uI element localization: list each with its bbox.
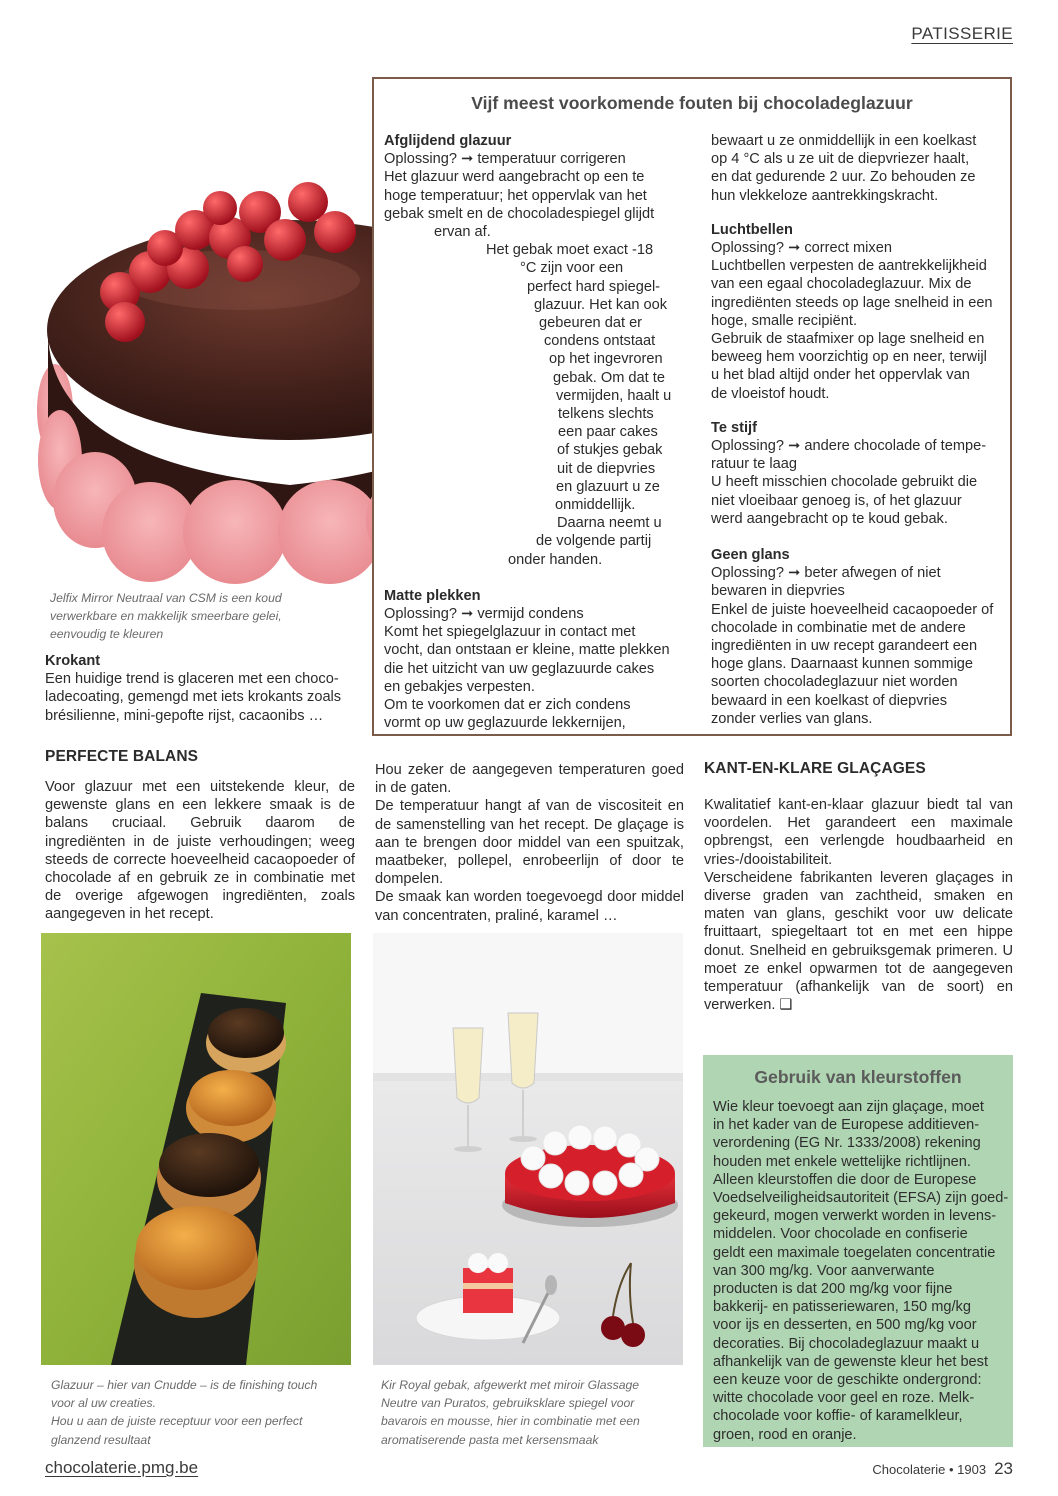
colorants-line: gekeurd, mogen verwerkt worden in levens- <box>713 1208 997 1225</box>
luchtbellen-line: de vloeistof houdt. <box>711 385 830 402</box>
afglijdend-line: onmiddellijk. <box>555 497 636 514</box>
te-stijf-heading: Te stijf <box>711 419 757 436</box>
geen-glans-line: hoge glans. Daarnaast kunnen sommige <box>711 656 974 673</box>
matte-heading: Matte plekken <box>384 587 481 604</box>
colorants-line: verordening (EG Nr. 1333/2008) rekening <box>713 1135 981 1152</box>
intro-line: op 4 °C als u ze uit de diepvriezer haalt, <box>711 151 970 168</box>
colorants-box <box>703 1055 1013 1447</box>
afglijdend-line: Het gebak moet exact -18 <box>486 242 654 259</box>
matte-line: Komt het spiegelglazuur in contact met <box>384 624 636 641</box>
luchtbellen-line: beweeg hem voorzichtig op en neer, terwijl <box>711 349 987 366</box>
afglijdend-line: perfect hard spiegel- <box>527 278 661 295</box>
geen-glans-solution: bewaren in diepvries <box>711 583 845 600</box>
afglijdend-line: of stukjes gebak <box>557 442 663 459</box>
colorants-line: van 300 mg/kg. Voor aanverwante <box>713 1262 935 1279</box>
geen-glans-line: soorten chocoladeglazuur niet worden <box>711 674 958 691</box>
krokant-line: brésilienne, mini-gepofte rijst, cacaonibs … <box>45 707 324 724</box>
afglijdend-line: Daarna neemt u <box>557 515 662 532</box>
te-stijf-line: U heeft misschien chocolade gebruikt die <box>711 474 978 491</box>
luchtbellen-solution: Oplossing? ➞ correct mixen <box>711 240 892 257</box>
kir-royal-image <box>373 933 683 1365</box>
page-number: 23 <box>994 1459 1013 1478</box>
intro-line: en dat gedurende 2 uur. Zo behouden ze <box>711 169 976 186</box>
kant-title: KANT-EN-KLARE GLAÇAGES <box>704 760 926 777</box>
colorants-line: middelen. Voor chocolade en confiserie <box>713 1226 968 1243</box>
matte-line: en gebakjes verpesten. <box>384 678 535 695</box>
afglijdend-line: °C zijn voor een <box>520 260 624 277</box>
matte-line: die het uitzicht van uw geglazuurde cakes <box>384 660 655 677</box>
colorants-line: houden met enkele wettelijke richtlijnen. <box>713 1153 971 1170</box>
matte-line: vormt op uw geglazuurde lekkernijen, <box>384 715 626 732</box>
caption-line: glanzend resultaat <box>51 1432 151 1447</box>
colorants-line: Voedselveiligheidsautoriteit (EFSA) zijn goed- <box>713 1190 1009 1207</box>
afglijdend-line: op het ingevroren <box>549 351 663 368</box>
matte-line: vocht, dan ontstaan er kleine, matte plekken <box>384 642 670 659</box>
te-stijf-solution: ratuur te laag <box>711 456 797 473</box>
afglijdend-line: en glazuurt u ze <box>556 478 660 495</box>
intro-line: bewaart u ze onmiddellijk in een koelkast <box>711 133 977 149</box>
colorants-title: Gebruik van kleurstoffen <box>754 1067 962 1087</box>
afglijdend-line: gebak. Om dat te <box>553 369 665 386</box>
box-left-column <box>384 132 684 733</box>
luchtbellen-line: van een egaal chocoladeglazuur. Mix de <box>711 276 972 293</box>
luchtbellen-line: hoge, smalle recipiënt. <box>711 312 858 329</box>
afglijdend-line: vermijden, haalt u <box>556 387 672 404</box>
caption-line: Neutre van Puratos, gebruiksklare spiegel voor <box>381 1396 635 1411</box>
colorants-line: geldt een maximale toegelaten concentratie <box>713 1244 996 1261</box>
colorants-line: groen, rood en oranje. <box>713 1426 857 1443</box>
krokant-line: Een huidige trend is glaceren met een choco- <box>45 671 339 688</box>
afglijdend-line: Het glazuur werd aangebracht op een te <box>384 169 645 186</box>
kant-text <box>704 796 1013 1014</box>
colorants-line: producten is dat 200 mg/kg voor fijne <box>713 1281 953 1298</box>
caption-line: aromatiserende pasta met kersensmaak <box>381 1432 599 1447</box>
kir-caption <box>381 1376 681 1449</box>
colorants-line: voor ijs en desserten, en 500 mg/kg voor <box>713 1317 977 1334</box>
geen-glans-solution: Oplossing? ➞ beter afwegen of niet <box>711 565 941 582</box>
afglijdend-line: gebak smelt en de chocoladespiegel glijdt <box>384 205 655 222</box>
afglijdend-line: telkens slechts <box>558 406 654 423</box>
matte-solution: Oplossing? ➞ vermijd condens <box>384 606 584 623</box>
afglijdend-line: een paar cakes <box>558 424 658 441</box>
luchtbellen-line: Luchtbellen verpesten de aantrekkelijkheid <box>711 258 987 275</box>
geen-glans-line: Enkel de juiste hoeveelheid cacaopoeder of <box>711 601 994 618</box>
caption-line: Glazuur – hier van Cnudde – is de finishing touch <box>51 1378 318 1392</box>
matte-line: Om te voorkomen dat er zich condens <box>384 697 631 714</box>
geen-glans-line: zonder verlies van glans. <box>711 710 873 727</box>
box-right-column <box>711 132 1007 728</box>
caption-line: voor al uw creaties. <box>51 1396 156 1411</box>
afglijdend-line: de volgende partij <box>536 533 652 550</box>
cake-caption <box>50 589 350 644</box>
te-stijf-line: niet vloeibaar genoeg is, of het glazuur <box>711 492 962 509</box>
middle-paragraph: Hou zeker de aangegeven temperaturen goed in de gaten. <box>375 762 684 797</box>
te-stijf-solution: Oplossing? ➞ andere chocolade of tempe- <box>711 438 987 455</box>
caption-line: bavarois en mousse, hier in combinatie met een <box>381 1414 640 1429</box>
colorants-line: bakkerij- en patisseriewaren, 150 mg/kg <box>713 1299 971 1316</box>
krokant-section <box>45 652 360 725</box>
colorants-line: Wie kleur toevoegt aan zijn glaçage, moet <box>713 1099 984 1115</box>
afglijdend-line: uit de diepvries <box>557 460 656 477</box>
krokant-line: ladecoating, gemengd met iets krokants zoals <box>45 689 342 706</box>
luchtbellen-line: ingrediënten steeds op lage snelheid in een <box>711 294 993 311</box>
te-stijf-line: werd aangebracht op te koud gebak. <box>711 510 948 527</box>
geen-glans-line: ingrediënten in uw recept garandeert een <box>711 638 978 655</box>
eclairs-image <box>41 933 351 1365</box>
afglijdend-line: hoge temperatuur; het oppervlak van het <box>384 187 647 204</box>
intro-line: hun vlekkeloze aantrekkingskracht. <box>711 187 939 204</box>
afglijdend-line: ervan af. <box>434 224 491 241</box>
colorants-line: in het kader van de Europese additieven- <box>713 1117 980 1134</box>
geen-glans-line: chocolade in combinatie met de andere <box>711 619 966 636</box>
luchtbellen-heading: Luchtbellen <box>711 221 793 238</box>
kant-paragraph: Kwalitatief kant-en-klaar glazuur biedt tal van voordelen. Het garandeert een maximale opbrengst, een verlengde houdbaarheid en vries-/dooistabiliteit. <box>704 797 1013 868</box>
colorants-line: een keuze voor de geschikte ondergrond: <box>713 1372 982 1389</box>
afglijdend-heading: Afglijdend glazuur <box>384 133 512 149</box>
krokant-heading: Krokant <box>45 653 101 669</box>
luchtbellen-line: u het blad altijd onder het oppervlak van <box>711 367 970 384</box>
colorants-text <box>713 1098 1009 1444</box>
afglijdend-solution: Oplossing? ➞ temperatuur corrigeren <box>384 151 626 168</box>
afglijdend-line: condens ontstaat <box>544 333 656 350</box>
colorants-line: witte chocolade voor geel en roze. Melk- <box>713 1390 975 1407</box>
geen-glans-line: bewaard in een koelkast of diepvries <box>711 692 948 709</box>
colorants-line: decoraties. Bij chocoladeglazuur maakt u <box>713 1335 980 1352</box>
geen-glans-heading: Geen glans <box>711 547 790 564</box>
colorants-line: Alleen kleurstoffen die door de Europese <box>713 1171 977 1188</box>
eclairs-caption <box>51 1376 351 1449</box>
colorants-line: chocolade voor koffie- of karamelkleur, <box>713 1408 963 1425</box>
section-label: PATISSERIE <box>911 24 1013 43</box>
afglijdend-line: gebeuren dat er <box>539 315 643 332</box>
caption-line: Kir Royal gebak, afgewerkt met miroir Glassage <box>381 1378 640 1392</box>
footer-issue <box>872 1459 1013 1479</box>
caption-line: Hou u aan de juiste receptuur voor een perfect <box>51 1414 303 1429</box>
box-title: Vijf meest voorkomende fouten bij chocoladeglazuur <box>471 93 913 113</box>
balans-text: Voor glazuur met een uitstekende kleur, de gewenste glans en een lekkere smaak is de balans cruciaal. Gebruik daarom de ingrediënten in de juiste verhoudingen; weeg steeds de correcte hoeveelheid cacaopoeder of chocolade af en gebruik ze in combinatie met de overige afgewogen ingrediënten, zoals aangegeven in het recept. <box>45 779 355 923</box>
afglijdend-line: glazuur. Het kan ook <box>534 296 668 313</box>
luchtbellen-line: Gebruik de staafmixer op lage snelheid en <box>711 331 985 348</box>
caption-line: Jelfix Mirror Neutraal van CSM is een koud <box>50 591 282 605</box>
balans-title: PERFECTE BALANS <box>45 748 199 765</box>
kant-paragraph: Verscheidene fabrikanten leveren glaçages in diverse graden van zachtheid, smaken en maten van glans, geschikt voor uw delicate fruittaart, spiegeltaart tot en met een hippe donut. Snelheid en gebruiksgemak primeren. U moet ze enkel opwarmen tot de aangegeven temperatuur (afhankelijk van de soort) en verwerken. ❑ <box>704 869 1013 1014</box>
issue-label: Chocolaterie • 1903 <box>872 1462 987 1477</box>
caption-line: verwerkbare en makkelijk smeerbare gelei, <box>50 609 282 624</box>
middle-paragraph: De smaak kan worden toegevoegd door middel van concentraten, praliné, karamel … <box>375 889 684 924</box>
colorants-line: afhankelijk van de gewenste kleur het best <box>713 1353 989 1370</box>
afglijdend-line: onder handen. <box>508 551 603 568</box>
caption-line: eenvoudig te kleuren <box>50 627 164 642</box>
footer-website-link[interactable]: chocolaterie.pmg.be <box>45 1458 199 1477</box>
middle-paragraph: De temperatuur hangt af van de viscositeit en de samenstelling van het recept. De glaçage is aan te brengen door middel van een spuitzak, maatbeker, pollepel, enrobeerlijn of door te dompelen. <box>375 798 684 888</box>
middle-column <box>375 761 684 925</box>
